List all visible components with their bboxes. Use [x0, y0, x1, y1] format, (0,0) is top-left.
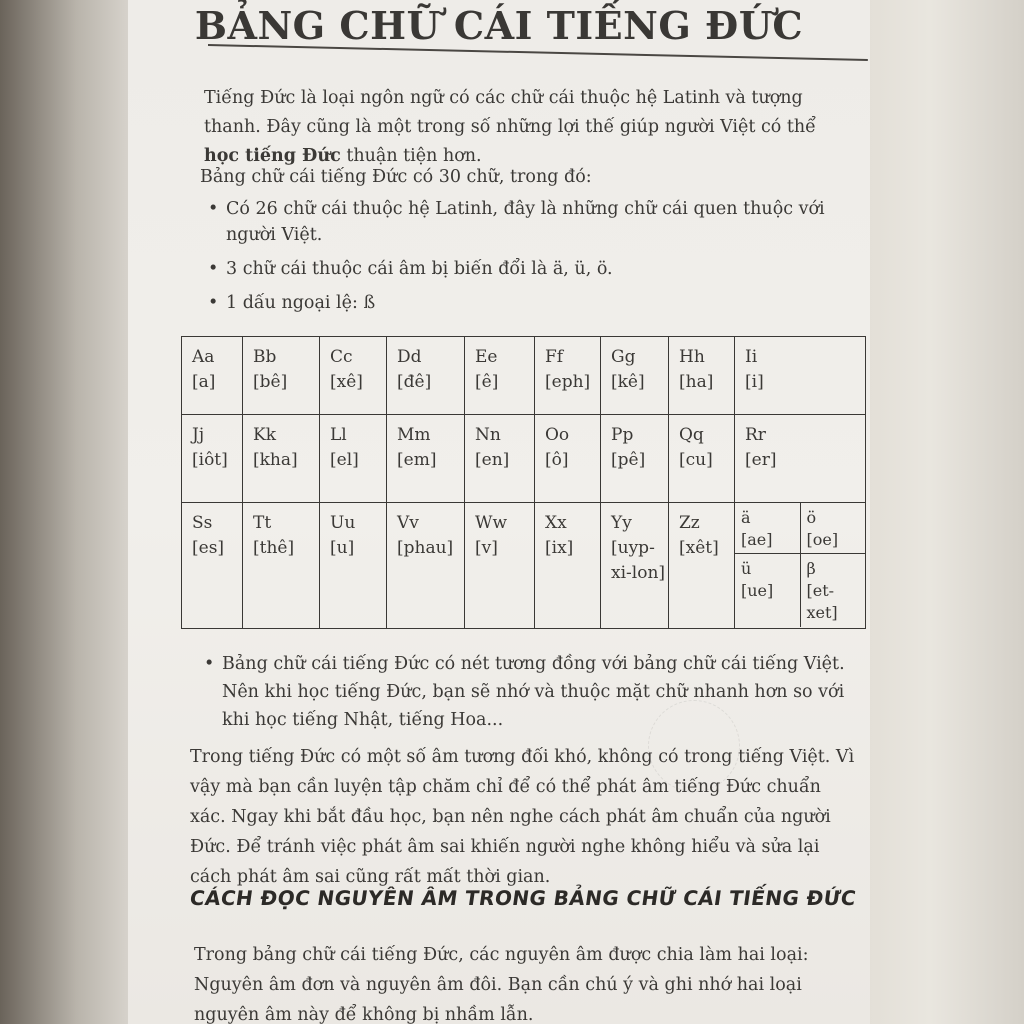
letter-cell	[243, 415, 320, 503]
letter-glyph: Mm	[397, 425, 431, 445]
letter-cell	[243, 503, 320, 629]
letter-glyph: ö	[806, 508, 817, 527]
letter-pronunciation: [a]	[192, 372, 216, 392]
letter-glyph: Rr	[745, 425, 766, 445]
letter-glyph: Dd	[397, 347, 422, 367]
letter-cell	[465, 337, 535, 415]
letter-pronunciation: [es]	[192, 538, 225, 558]
letter-glyph: Ww	[475, 513, 508, 533]
letter-pronunciation: [ê]	[475, 372, 499, 392]
letter-glyph: Hh	[679, 347, 705, 367]
letter-glyph: Ee	[475, 347, 498, 367]
letter-cell	[735, 415, 866, 503]
letter-pronunciation: [đê]	[397, 372, 432, 392]
book-left-edge	[0, 0, 128, 1024]
letter-glyph: Qq	[679, 425, 704, 445]
list-item: • 3 chữ cái thuộc cái âm bị biến đổi là ä, ü, ö.	[204, 256, 864, 282]
letter-pronunciation: [kê]	[611, 372, 645, 392]
letter-cell	[601, 503, 669, 629]
letter-pronunciation: [et-xet]	[806, 581, 838, 623]
letter-cell	[535, 415, 601, 503]
letter-cell	[320, 337, 387, 415]
letter-cell	[669, 337, 735, 415]
letter-glyph: Jj	[192, 425, 205, 445]
letter-cell	[387, 415, 465, 503]
special-letter-cell	[735, 554, 800, 627]
similarity-note-list	[200, 650, 860, 734]
letter-glyph: Ll	[330, 425, 347, 445]
table-row	[182, 415, 866, 503]
letter-glyph: Tt	[253, 513, 272, 533]
letter-count-line: Bảng chữ cái tiếng Đức có 30 chữ, trong đó:	[200, 167, 592, 187]
letter-cell	[387, 337, 465, 415]
letter-pronunciation: [ue]	[741, 581, 774, 601]
letter-cell	[320, 415, 387, 503]
letter-cell	[182, 415, 243, 503]
page-title: BẢNG CHỮ CÁI TIẾNG ĐỨC	[194, 3, 804, 48]
letter-cell	[601, 337, 669, 415]
letter-cell	[465, 503, 535, 629]
special-letters-cell	[735, 503, 866, 629]
letter-cell	[182, 337, 243, 415]
list-item: • Bảng chữ cái tiếng Đức có nét tương đồng với bảng chữ cái tiếng Việt. Nên khi học tiếng Đức, bạn sẽ nhớ và thuộc mặt chữ nhanh hơn so với khi học tiếng Nhật, tiếng Hoa...	[200, 650, 860, 734]
alphabet-facts-list	[204, 196, 864, 324]
letter-pronunciation: [en]	[475, 450, 510, 470]
letter-glyph: Zz	[679, 513, 700, 533]
letter-cell	[320, 503, 387, 629]
intro-text-end: thuận tiện hơn.	[340, 146, 482, 166]
table-row	[735, 554, 865, 627]
letter-pronunciation: [kha]	[253, 450, 298, 470]
list-item: • Có 26 chữ cái thuộc hệ Latinh, đây là những chữ cái quen thuộc với người Việt.	[204, 196, 864, 248]
letter-cell	[535, 337, 601, 415]
letter-glyph: Aa	[192, 347, 215, 367]
special-letter-cell	[800, 503, 865, 554]
intro-paragraph	[204, 84, 844, 171]
list-item: • 1 dấu ngoại lệ: ß	[204, 290, 864, 316]
intro-bold-phrase: học tiếng Đức	[204, 146, 341, 166]
special-letter-cell	[800, 554, 865, 627]
special-letters-table	[735, 503, 865, 627]
letter-pronunciation: [bê]	[253, 372, 288, 392]
table-row	[735, 503, 865, 554]
letter-glyph: Gg	[611, 347, 636, 367]
background-watermark	[648, 700, 740, 792]
letter-glyph: ä	[741, 508, 751, 527]
letter-pronunciation: [em]	[397, 450, 437, 470]
letter-glyph: Cc	[330, 347, 353, 367]
letter-glyph: Ss	[192, 513, 213, 533]
letter-cell	[182, 503, 243, 629]
letter-glyph: Uu	[330, 513, 356, 533]
letter-glyph: ü	[741, 559, 752, 579]
letter-pronunciation: [xêt]	[679, 538, 719, 558]
letter-glyph: Bb	[253, 347, 277, 367]
letter-glyph: Vv	[397, 513, 419, 533]
letter-pronunciation: [ha]	[679, 372, 714, 392]
letter-glyph: Yy	[611, 513, 632, 533]
alphabet-table-container	[181, 336, 865, 628]
letter-glyph: Nn	[475, 425, 501, 445]
letter-cell	[601, 415, 669, 503]
intro-text-start: Tiếng Đức là loại ngôn ngữ có các chữ cái thuộc hệ Latinh và tượng thanh. Đây cũng là một trong số những lợi thế giúp người Việt có thể	[204, 88, 816, 137]
letter-pronunciation: [cu]	[679, 450, 713, 470]
letter-cell	[669, 503, 735, 629]
letter-glyph: Xx	[545, 513, 567, 533]
book-right-edge	[868, 0, 1024, 1024]
letter-pronunciation: [xê]	[330, 372, 363, 392]
letter-pronunciation: [iôt]	[192, 450, 228, 470]
letter-pronunciation: [pê]	[611, 450, 646, 470]
letter-pronunciation: [i]	[745, 372, 764, 392]
table-row	[182, 503, 866, 629]
letter-pronunciation: [uyp-xi-lon]	[611, 538, 666, 583]
letter-pronunciation: [ix]	[545, 538, 574, 558]
letter-pronunciation: [er]	[745, 450, 777, 470]
special-letter-cell	[735, 503, 800, 554]
book-page	[128, 0, 870, 1024]
table-row	[182, 337, 866, 415]
letter-cell	[465, 415, 535, 503]
letter-cell	[535, 503, 601, 629]
letter-glyph: Ii	[745, 347, 758, 367]
letter-pronunciation: [eph]	[545, 372, 591, 392]
letter-glyph: Oo	[545, 425, 570, 445]
alphabet-table	[181, 336, 866, 629]
letter-glyph: β	[806, 559, 816, 579]
letter-pronunciation: [el]	[330, 450, 359, 470]
letter-pronunciation: [ô]	[545, 450, 569, 470]
letter-pronunciation: [ae]	[741, 530, 773, 549]
letter-pronunciation: [phau]	[397, 538, 454, 558]
letter-glyph: Ff	[545, 347, 564, 367]
letter-pronunciation: [u]	[330, 538, 355, 558]
letter-pronunciation: [thê]	[253, 538, 295, 558]
letter-pronunciation: [oe]	[806, 530, 839, 549]
letter-cell	[669, 415, 735, 503]
letter-pronunciation: [v]	[475, 538, 498, 558]
vowels-paragraph: Trong bảng chữ cái tiếng Đức, các nguyên âm được chia làm hai loại: Nguyên âm đơn và nguyên âm đôi. Bạn cần chú ý và ghi nhớ hai loại nguyên âm này để không bị nhầm lẫn.	[194, 945, 809, 1024]
section-heading-vowels: CÁCH ĐỌC NGUYÊN ÂM TRONG BẢNG CHỮ CÁI TIẾNG ĐỨC	[188, 886, 858, 910]
letter-cell	[243, 337, 320, 415]
letter-cell	[387, 503, 465, 629]
pronunciation-paragraph: Trong tiếng Đức có một số âm tương đối khó, không có trong tiếng Việt. Vì vậy mà bạn cần luyện tập chăm chỉ để có thể phát âm tiếng Đức chuẩn xác. Ngay khi bắt đầu học, bạn nên nghe cách phát âm chuẩn của người Đức. Để tránh việc phát âm sai khiến người nghe không hiểu và sửa lại cách phát âm sai cũng rất mất thời gian.	[190, 747, 855, 887]
letter-cell	[735, 337, 866, 415]
letter-glyph: Pp	[611, 425, 634, 445]
letter-glyph: Kk	[253, 425, 277, 445]
